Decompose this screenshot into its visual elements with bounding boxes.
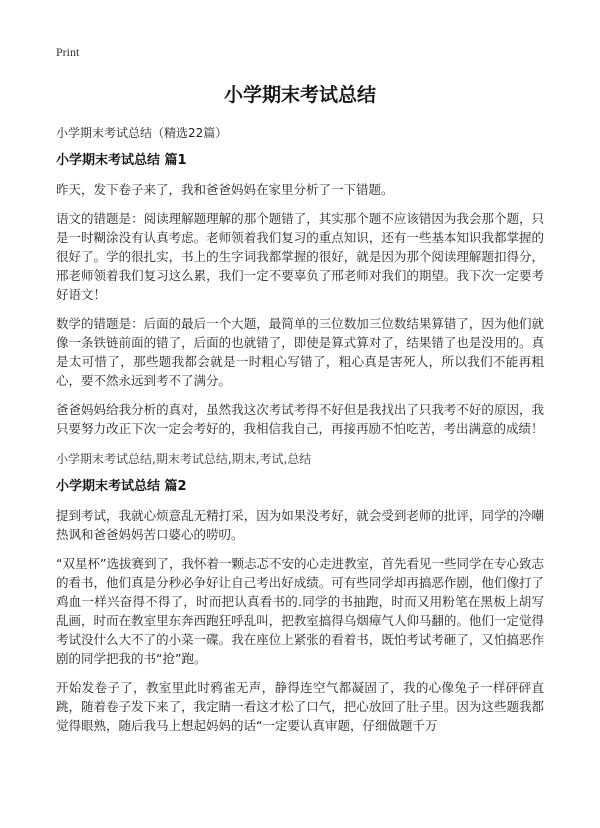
print-link[interactable]: Print (56, 45, 80, 59)
document-title: 小学期末考试总结 (223, 84, 376, 106)
paragraph: 爸爸妈妈给我分析的真对，虽然我这次考试考得不好但是我找出了只我考不好的原因，我只要努力改正下次一定会考好的，我相信我自己，再接再励不怕吃苦，考出满意的成绩！ (56, 402, 544, 436)
section-heading-2: 小学期末考试总结 篇2 (56, 479, 187, 494)
paragraph: 开始发卷子了，教室里此时鸦雀无声，静得连空气都凝固了，我的心像兔子一样砰砰直跳，随着卷子发下来了，我定睛一看这才松了口气，把心放回了肚子里。因为这些题我都觉得眼熟，随后我马上想起妈妈的话“一定要认真审题，仔细做题千万 (56, 680, 544, 733)
paragraph: 提到考试，我就心烦意乱无精打采，因为如果没考好，就会受到老师的批评，同学的冷嘲热讽和爸爸妈妈苦口婆心的唠叨。 (56, 508, 544, 542)
paragraph: 语文的错题是：阅读理解题理解的那个题错了，其实那个题不应该错因为我会那个题，只是一时糊涂没有认真考虑。老师领着我们复习的重点知识，还有一些基本知识我都掌握的很好了。学的很扎实，书上的生字词我都掌握的很好，就是因为那个阅读理解题扣得分，邢老师领着我们复习这么累，我们一定不要辜负了邢老师对我们的期望。我下次一定要考好语文！ (56, 211, 544, 302)
section-heading-1: 小学期末考试总结 篇1 (56, 153, 187, 168)
paragraph: “双星杯”选拔赛到了，我怀着一颗忐忑不安的心走进教室，首先看见一些同学在专心致志的看书，他们真是分秒必争好让自己考出好成绩。可有些同学却再搞恶作剧，他们像打了鸡血一样兴奋得不得了，时而把认真看书的.同学的书抽跑，时而又用粉笔在黑板上胡写乱画，时而在教室里东奔西跑狂呼乱叫，把教室搞得乌烟瘴气人仰马翻的。他们一定觉得考试没什么大不了的小菜一碟。我在座位上紧张的看着书，既怕考试考砸了，又怕搞恶作剧的同学把我的书“抢”跑。 (56, 556, 544, 666)
document-subtitle: 小学期末考试总结（精选22篇） (56, 126, 228, 140)
paragraph: 昨天，发下卷子来了，我和爸爸妈妈在家里分析了一下错题。 (56, 182, 394, 197)
paragraph: 数学的错题是：后面的最后一个大题，最简单的三位数加三位数结果算错了，因为他们就像一条铁链前面的错了，后面的也就错了，即使是算式算对了，结果错了也是没用的。真是太可惜了，那些题我都会就是一时粗心写错了，粗心真是害死人，所以我们不能再粗心，要不然永远到考不了满分。 (56, 316, 544, 388)
tag-line: 小学期末考试总结,期末考试总结,期末,考试,总结 (56, 452, 312, 466)
